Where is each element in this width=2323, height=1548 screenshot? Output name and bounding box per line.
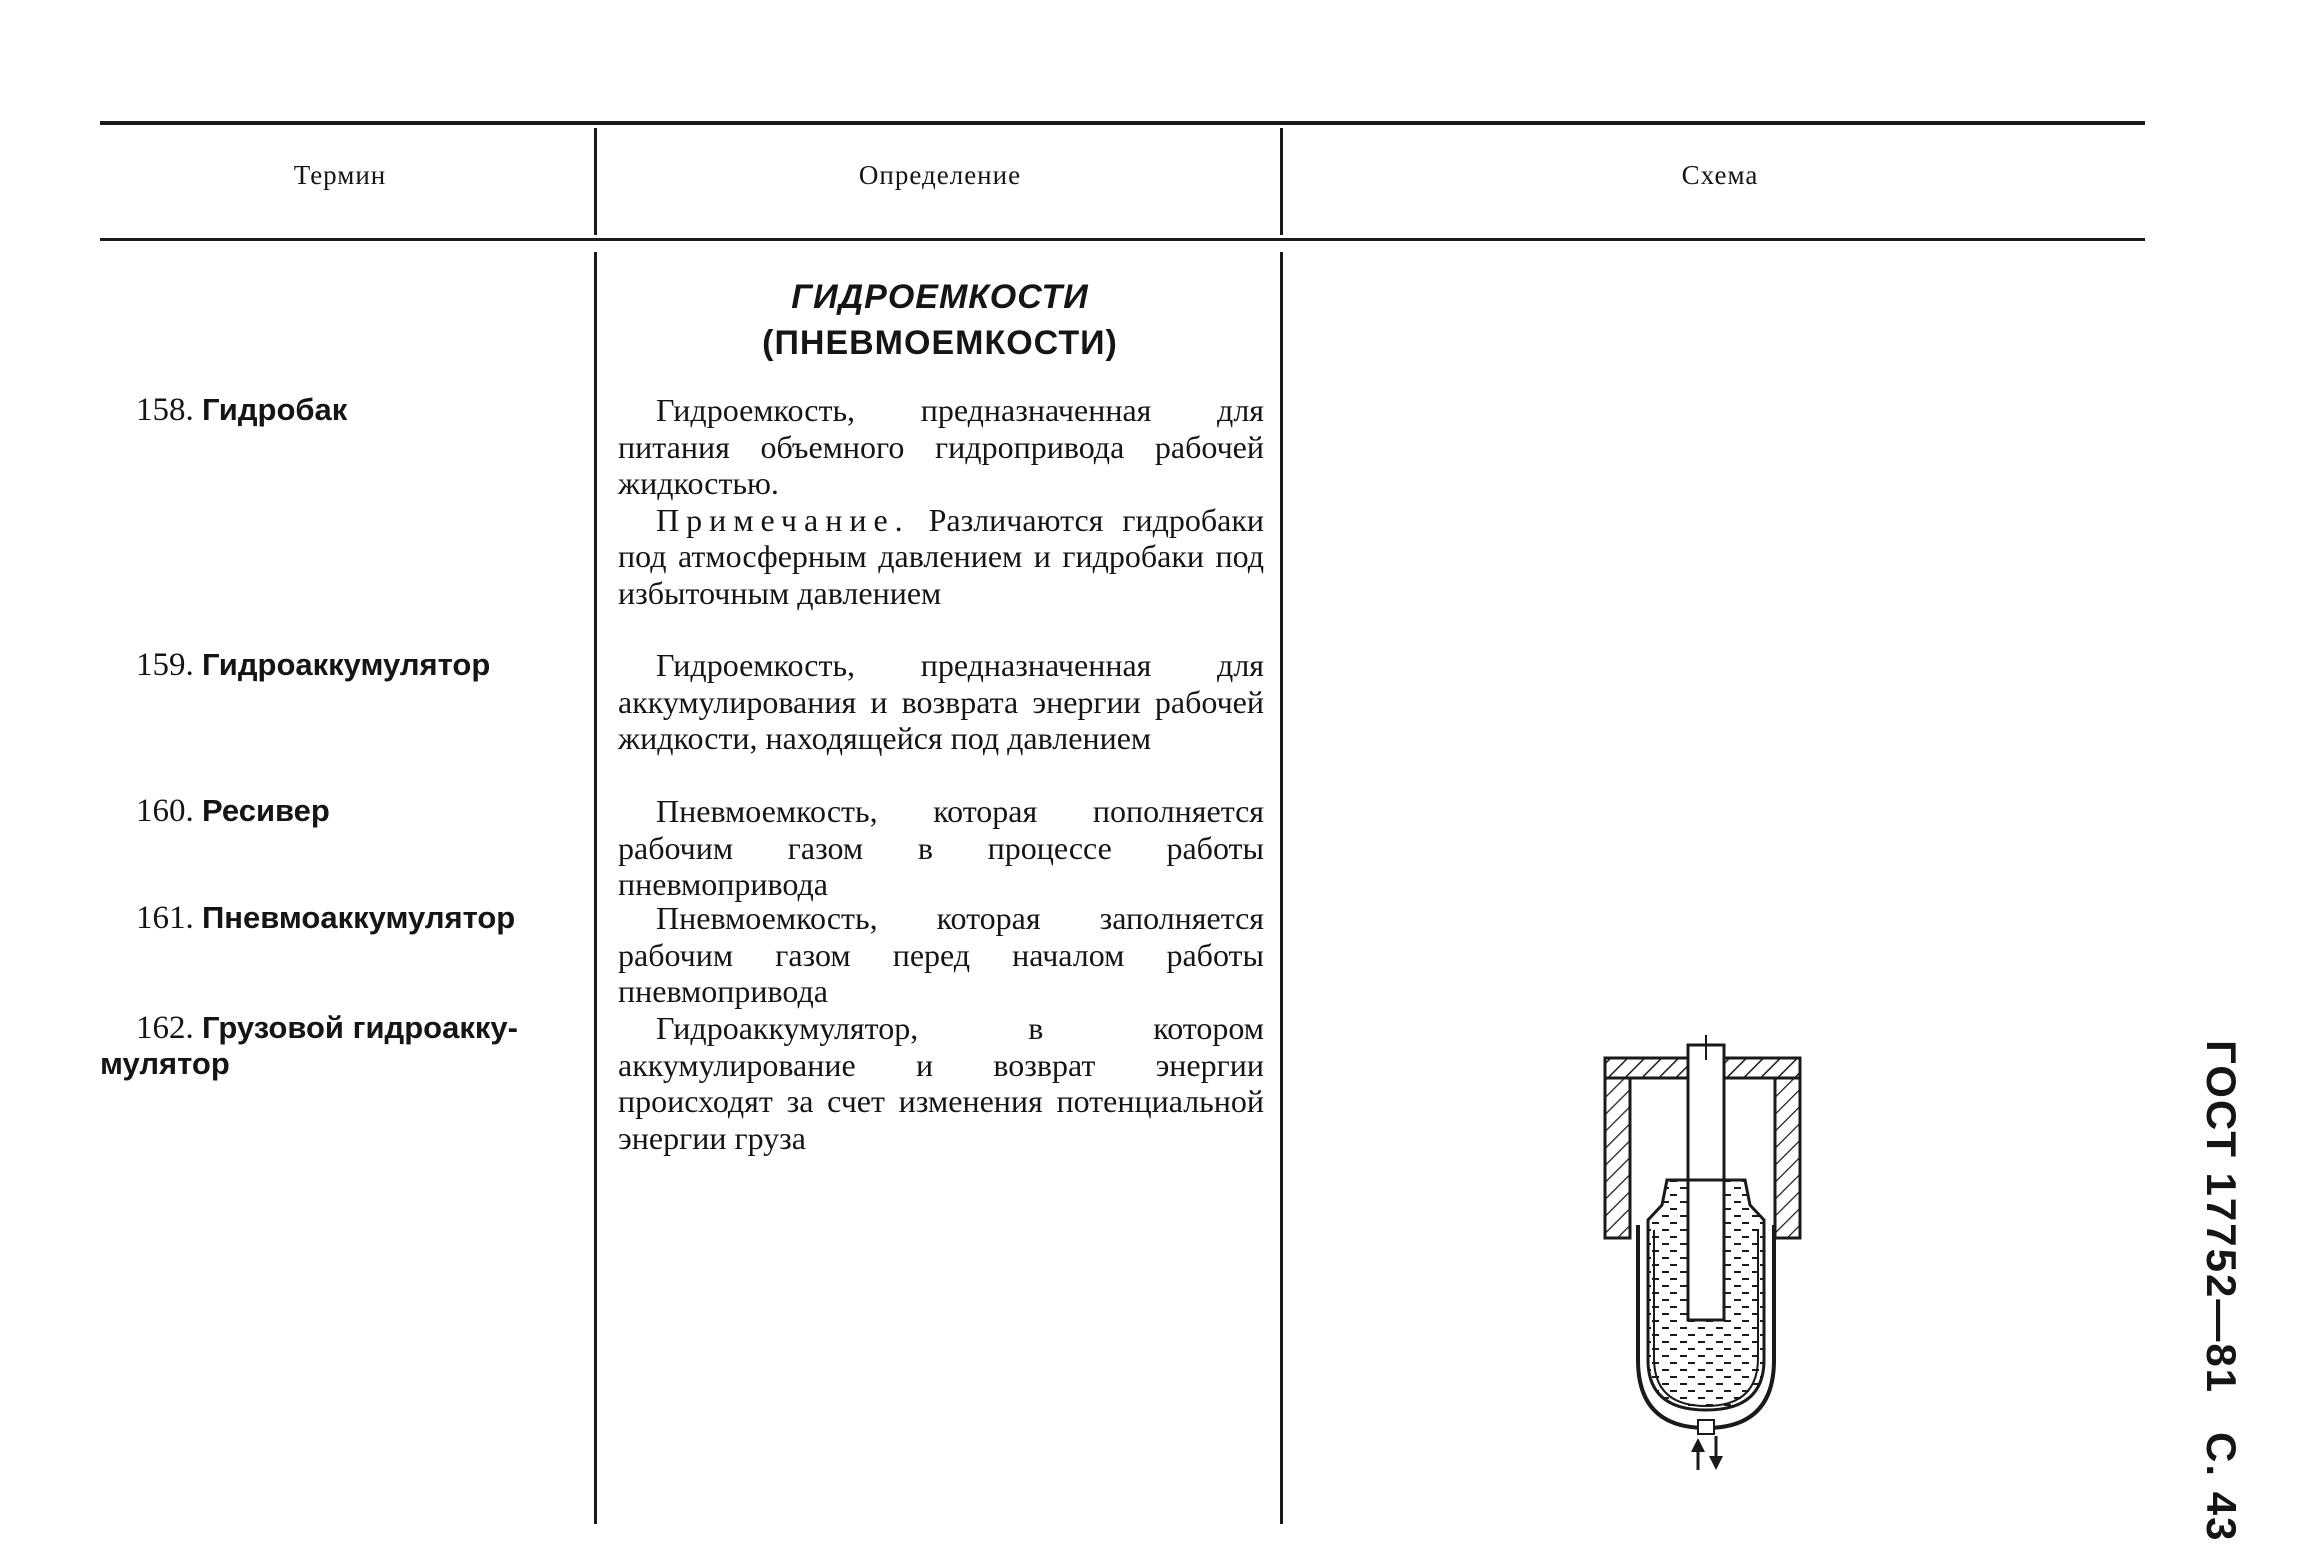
term-number: 159. bbox=[136, 647, 194, 683]
standard-number: ГОСТ 17752—81 bbox=[2198, 1040, 2245, 1395]
definition-text: Гидроемкость, предназначенная для аккумулирования и возврата энергии рабочей жидкости, находящейся под давлением bbox=[618, 647, 1264, 756]
term-name-line2: мулятор bbox=[100, 1046, 230, 1081]
note-text: Различаются гидробаки под атмосферным давлением и гидробаки под избыточным давлением bbox=[618, 501, 1264, 611]
term-name: Гидробак bbox=[202, 392, 348, 427]
definition-text: Гидроемкость, предназначенная для питания объемного гидропривода рабочей жидкостью. bbox=[618, 392, 1264, 501]
column-divider-2-body bbox=[1280, 252, 1283, 1524]
standard-page-label bbox=[2185, 1040, 2245, 1543]
term-160 bbox=[136, 793, 330, 829]
column-divider-1-body bbox=[594, 252, 597, 1524]
definition-161 bbox=[618, 900, 1264, 1010]
term-162-continued bbox=[100, 1046, 230, 1082]
section-title-line1: ГИДРОЕМКОСТИ bbox=[791, 278, 1089, 316]
header-term: Термин bbox=[293, 160, 387, 190]
term-161 bbox=[136, 900, 515, 936]
term-162 bbox=[136, 1010, 586, 1046]
term-159 bbox=[136, 647, 490, 683]
table-top-rule bbox=[100, 121, 2145, 125]
header-definition: Определение bbox=[858, 160, 1022, 190]
weight-loaded-accumulator-diagram-icon bbox=[1570, 1030, 1830, 1475]
outlet-port bbox=[1698, 1420, 1714, 1434]
term-name: Гидроаккумулятор bbox=[202, 647, 491, 682]
rod-inner bbox=[1688, 1180, 1724, 1320]
definition-159 bbox=[618, 647, 1264, 757]
definition-note bbox=[618, 502, 1264, 612]
term-158 bbox=[136, 392, 347, 428]
definition-160 bbox=[618, 793, 1264, 903]
schema-svg bbox=[1570, 1030, 1830, 1470]
term-name: Пневмоаккумулятор bbox=[202, 900, 516, 935]
term-number: 162. bbox=[136, 1010, 194, 1046]
section-title-line2: (ПНЕВМОЕМКОСТИ) bbox=[762, 324, 1118, 362]
term-number: 161. bbox=[136, 900, 194, 936]
term-name: Ресивер bbox=[202, 793, 330, 828]
header-schema: Схема bbox=[1681, 160, 1759, 190]
note-label: Примечание. bbox=[656, 501, 910, 538]
definition-text: Гидроаккумулятор, в котором аккумулирование и возврат энергии происходят за счет изменения потенциальной энергии груза bbox=[618, 1010, 1264, 1156]
term-name-line1: Грузовой гидроакку- bbox=[202, 1010, 518, 1045]
section-title bbox=[600, 274, 1280, 366]
header-bottom-rule bbox=[100, 238, 2145, 241]
term-number: 158. bbox=[136, 392, 194, 428]
definition-162 bbox=[618, 1010, 1264, 1156]
definition-158 bbox=[618, 392, 1264, 611]
term-number: 160. bbox=[136, 793, 194, 829]
definition-text: Пневмоемкость, которая заполняется рабочим газом перед началом работы пневмопривода bbox=[618, 900, 1264, 1009]
column-divider-2 bbox=[1280, 128, 1283, 235]
page-number: С. 43 bbox=[2198, 1432, 2245, 1543]
definition-text: Пневмоемкость, которая пополняется рабочим газом в процессе работы пневмопривода bbox=[618, 793, 1264, 902]
column-divider-1 bbox=[594, 128, 597, 235]
